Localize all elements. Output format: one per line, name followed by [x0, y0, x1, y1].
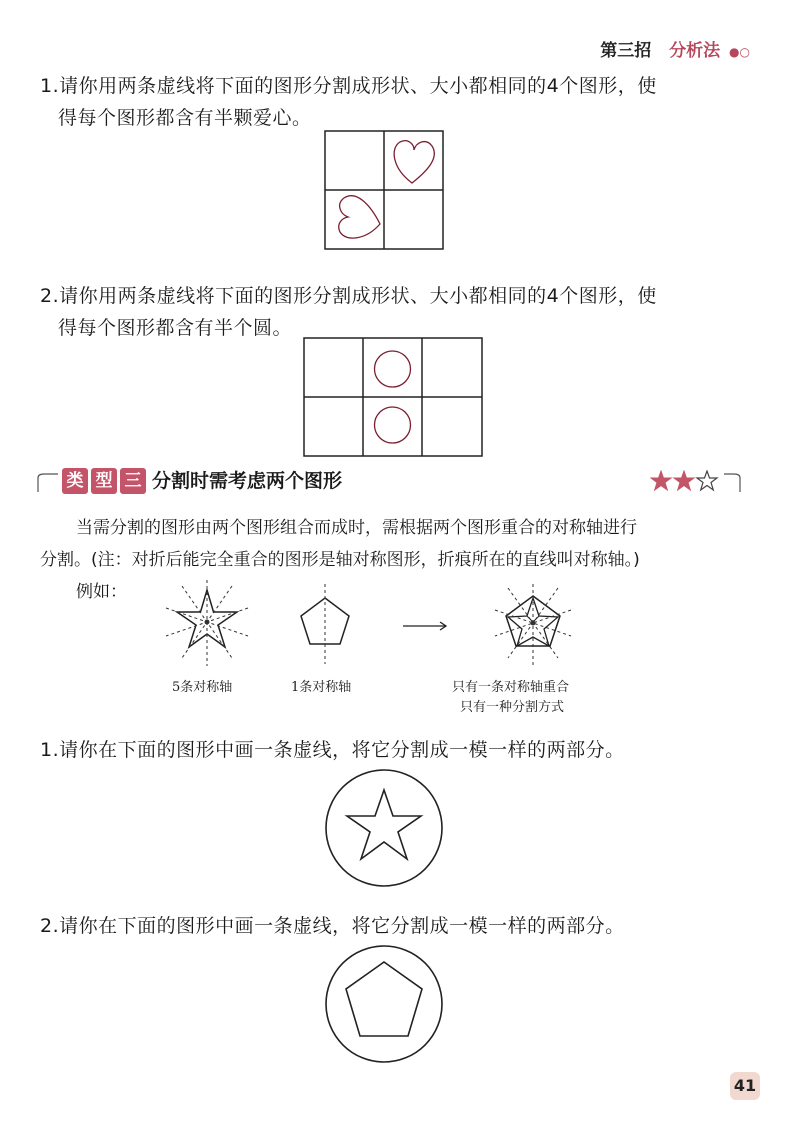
section-badge-san: 三	[120, 468, 146, 494]
pentagon-with-axis-figure	[301, 584, 349, 664]
chapter-header	[600, 36, 750, 61]
caption-pentagon-axes: 1条对称轴	[291, 680, 352, 695]
problem-a1-line2: 得每个图形都含有半颗爱心。	[58, 107, 312, 129]
symmetry-axes	[166, 580, 248, 666]
outer-circle	[326, 946, 442, 1062]
star-filled-icon	[674, 471, 694, 490]
method-label: 分析法	[669, 41, 721, 61]
explanation-line1: 当需分割的图形由两个图形组合而成时，需根据两个图形重合的对称轴进行	[76, 518, 637, 538]
star-with-axes-figure	[166, 580, 248, 666]
heart-icon	[394, 141, 434, 183]
example-label: 例如：	[76, 582, 127, 602]
problem-b2: 2.请你在下面的图形中画一条虚线，将它分割成一模一样的两部分。	[40, 915, 625, 937]
heart-grid-figure	[322, 128, 446, 252]
star-shape	[347, 790, 421, 859]
section-type-three-header	[36, 466, 742, 496]
star-outline-icon	[697, 471, 717, 490]
problem-b1: 1.请你在下面的图形中画一条虚线，将它分割成一模一样的两部分。	[40, 739, 625, 761]
circle-grid-figure	[302, 336, 484, 458]
pentagon-shape	[346, 962, 422, 1036]
star-filled-icon	[651, 471, 671, 490]
circle-shape	[375, 407, 411, 443]
caption-combined-line2: 只有一种分割方式	[460, 700, 565, 715]
problem-a1	[40, 70, 750, 134]
problem-a2-line2: 得每个图形都含有半个圆。	[58, 317, 293, 339]
problem-a2	[40, 280, 750, 344]
problem-a1-line1: 1.请你用两条虚线将下面的图形分割成形状、大小都相同的4个图形，使	[40, 75, 657, 97]
difficulty-rating	[650, 470, 722, 492]
section-badge-xing: 型	[91, 468, 117, 494]
caption-combined-line1: 只有一条对称轴重合	[452, 680, 570, 695]
circle-pentagon-figure	[322, 942, 446, 1066]
problem-a2-line1: 2.请你用两条虚线将下面的图形分割成形状、大小都相同的4个图形，使	[40, 285, 657, 307]
section-badge-lei: 类	[62, 468, 88, 494]
outer-circle	[326, 770, 442, 886]
combined-star-pentagon-figure	[495, 584, 571, 666]
chapter-label: 第三招	[600, 41, 652, 61]
section-title: 分割时需考虑两个图形	[152, 470, 343, 492]
heart-icon	[339, 196, 380, 238]
page-number: 41	[730, 1072, 760, 1100]
circle-shape	[375, 351, 411, 387]
explanation-line2: 分割。(注：对折后能完全重合的图形是轴对称图形，折痕所在的直线叫对称轴。)	[40, 550, 640, 570]
header-decoration: ●○	[729, 45, 750, 59]
caption-star-axes: 5条对称轴	[172, 680, 233, 695]
example-figures	[160, 580, 620, 670]
arrow-icon	[403, 622, 446, 630]
circle-star-figure	[322, 766, 446, 890]
